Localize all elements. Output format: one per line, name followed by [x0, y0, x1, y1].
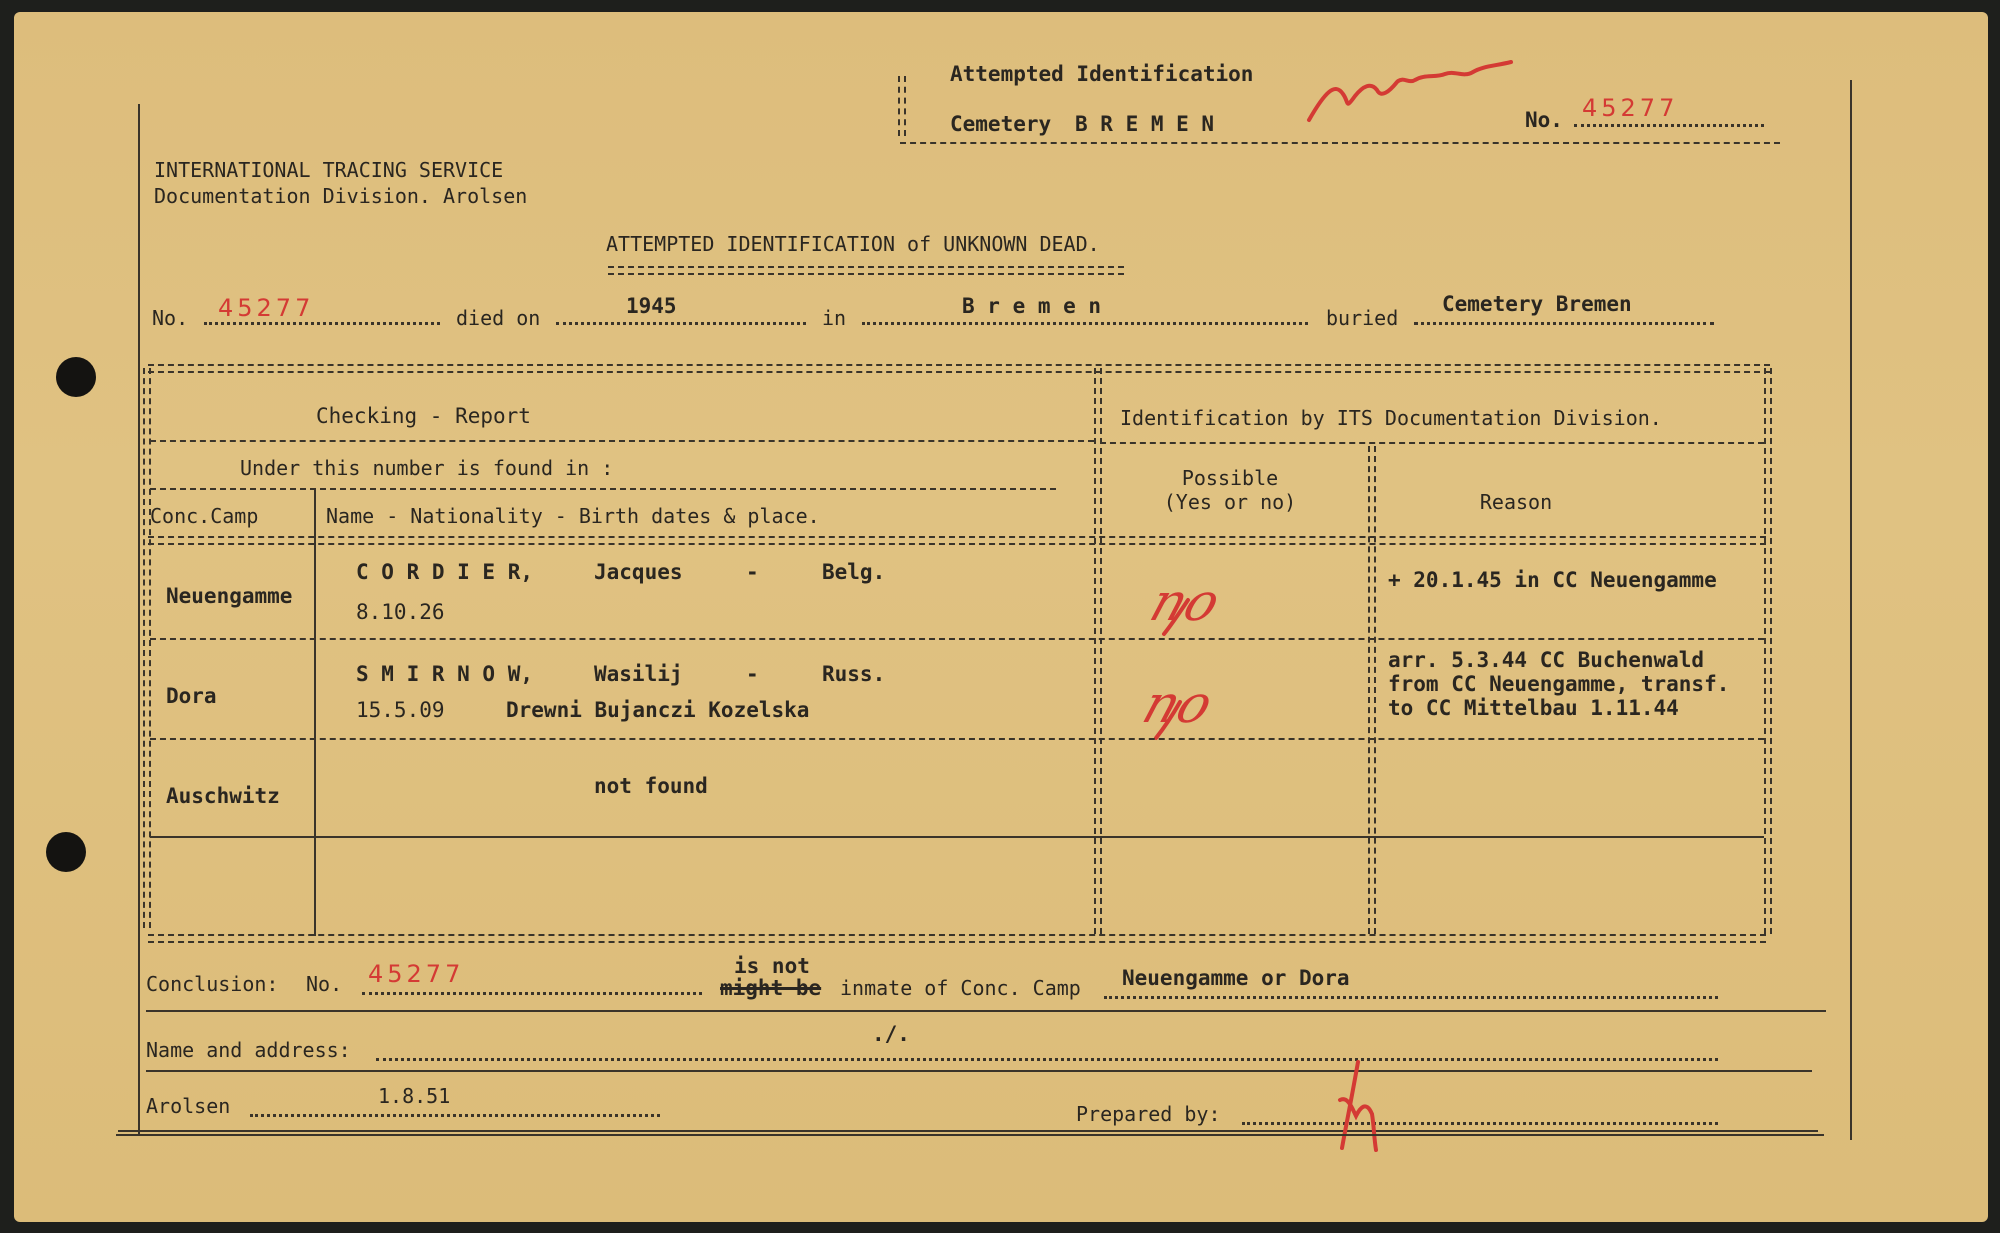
- table-right-border: [1764, 368, 1772, 934]
- conclusion-no-label: No.: [306, 972, 343, 996]
- punch-hole-top: [56, 357, 96, 397]
- handwritten-none-mark: [1305, 52, 1515, 131]
- found-in-rule: [150, 488, 1056, 490]
- frame-left: [138, 104, 140, 1134]
- row2-reason-line3: to CC Mittelbau 1.11.44: [1388, 696, 1679, 720]
- signature-mark: [1330, 1056, 1390, 1160]
- footer-place: Arolsen: [146, 1094, 231, 1118]
- title-underline: [608, 266, 1124, 275]
- row2-reason-line2: from CC Neuengamme, transf.: [1388, 672, 1730, 696]
- conclusion-camp-value: Neuengamme or Dora: [1122, 966, 1350, 990]
- table-header-bottom: [148, 536, 1766, 545]
- col-possible-header-1: Possible: [1181, 466, 1279, 490]
- header-no-label: No.: [1525, 108, 1563, 132]
- row1-nationality: Belg.: [822, 560, 886, 584]
- conclusion-camp-dots: [1104, 996, 1718, 999]
- record-in-value: B r e m e n: [962, 294, 1102, 318]
- row2-nationality: Russ.: [822, 662, 886, 686]
- footer-date: 1.8.51: [378, 1084, 451, 1108]
- row2-bottom-rule: [150, 738, 1764, 740]
- header-box-left: [898, 76, 906, 136]
- row1-dash: -: [746, 560, 759, 584]
- organization-division: Documentation Division. Arolsen: [154, 184, 528, 208]
- table-divider-camp: [314, 488, 316, 936]
- footer-date-dots: [250, 1114, 660, 1117]
- row1-possible-mark: [1142, 568, 1278, 642]
- row2-firstname: Wasilij: [594, 662, 683, 686]
- row3-not-found: not found: [594, 774, 708, 798]
- row2-possible-text: no: [1135, 673, 1221, 735]
- record-no-value: 45277: [218, 294, 315, 322]
- row1-name: C O R D I E R,: [356, 560, 534, 584]
- conclusion-rule: [146, 1010, 1826, 1012]
- record-buried-value: Cemetery Bremen: [1442, 292, 1632, 316]
- table-top-border: [148, 364, 1770, 373]
- col-name-header: Name - Nationality - Birth dates & place.: [326, 504, 820, 528]
- identification-heading: Identification by ITS Documentation Division.: [1120, 406, 1662, 430]
- table-heading-rule-right: [1100, 442, 1764, 444]
- row2-camp: Dora: [166, 684, 217, 708]
- record-died-dots: [556, 322, 806, 325]
- row1-bottom-rule: [150, 638, 1764, 640]
- record-no-dots: [204, 322, 440, 325]
- col-camp-header: Conc.Camp: [150, 504, 259, 528]
- name-address-dots: [376, 1058, 1718, 1061]
- row3-bottom-rule: [150, 836, 1764, 838]
- table-divider-possible: [1368, 446, 1376, 934]
- checking-report-heading: Checking - Report: [316, 404, 531, 428]
- conclusion-no-value: 45277: [368, 960, 465, 988]
- row2-dash: -: [746, 662, 759, 686]
- punch-hole-bottom: [46, 832, 86, 872]
- row2-reason-line1: arr. 5.3.44 CC Buchenwald: [1388, 648, 1705, 672]
- row3-camp: Auschwitz: [166, 784, 280, 808]
- row1-possible-text: no: [1142, 571, 1228, 633]
- table-left-border: [143, 368, 151, 928]
- header-cemetery-value: B R E M E N: [1075, 112, 1215, 136]
- table-bottom-border: [148, 934, 1766, 943]
- conclusion-no-dots: [362, 992, 702, 995]
- record-buried-dots: [1414, 322, 1714, 325]
- table-heading-rule-left: [150, 440, 1094, 442]
- row2-birth: 15.5.09: [356, 698, 445, 722]
- row2-birthplace: Drewni Bujanczi Kozelska: [506, 698, 810, 722]
- prepared-by-label: Prepared by:: [1076, 1102, 1221, 1126]
- document-title: ATTEMPTED IDENTIFICATION of UNKNOWN DEAD.: [606, 232, 1100, 256]
- table-divider-main: [1094, 368, 1102, 934]
- header-box-bottom: [900, 142, 1780, 144]
- frame-right: [1850, 80, 1852, 1140]
- header-no-dots: [1574, 124, 1764, 127]
- footer-rule: [116, 1134, 1824, 1136]
- organization-name: INTERNATIONAL TRACING SERVICE: [154, 158, 504, 182]
- row1-firstname: Jacques: [594, 560, 683, 584]
- conclusion-struck: might be: [720, 976, 822, 1000]
- found-in-label: Under this number is found in :: [240, 456, 614, 480]
- conclusion-is-not: is not: [734, 954, 810, 978]
- header-cemetery-label: Cemetery: [950, 112, 1052, 136]
- frame-bottom: [118, 1130, 1818, 1132]
- header-no-value: 45277: [1582, 94, 1679, 122]
- record-in-label: in: [822, 306, 847, 330]
- name-address-label: Name and address:: [146, 1038, 351, 1062]
- row1-birth: 8.10.26: [356, 600, 445, 624]
- record-died-value: 1945: [626, 294, 677, 318]
- record-no-label: No.: [152, 306, 189, 330]
- row2-possible-mark: [1135, 672, 1270, 746]
- conclusion-label: Conclusion:: [146, 972, 279, 996]
- conclusion-inmate-text: inmate of Conc. Camp: [840, 976, 1081, 1000]
- col-reason-header: Reason: [1479, 490, 1553, 514]
- prepared-by-dots: [1242, 1122, 1718, 1125]
- name-address-rule: [146, 1070, 1812, 1072]
- col-possible-header-2: (Yes or no): [1163, 490, 1297, 514]
- row1-reason-line1: + 20.1.45 in CC Neuengamme: [1388, 568, 1717, 592]
- name-address-value: ./.: [872, 1022, 910, 1046]
- record-in-dots: [862, 322, 1308, 325]
- record-buried-label: buried: [1326, 306, 1399, 330]
- record-died-label: died on: [456, 306, 541, 330]
- row2-name: S M I R N O W,: [356, 662, 534, 686]
- header-title: Attempted Identification: [950, 62, 1254, 86]
- row1-camp: Neuengamme: [166, 584, 293, 608]
